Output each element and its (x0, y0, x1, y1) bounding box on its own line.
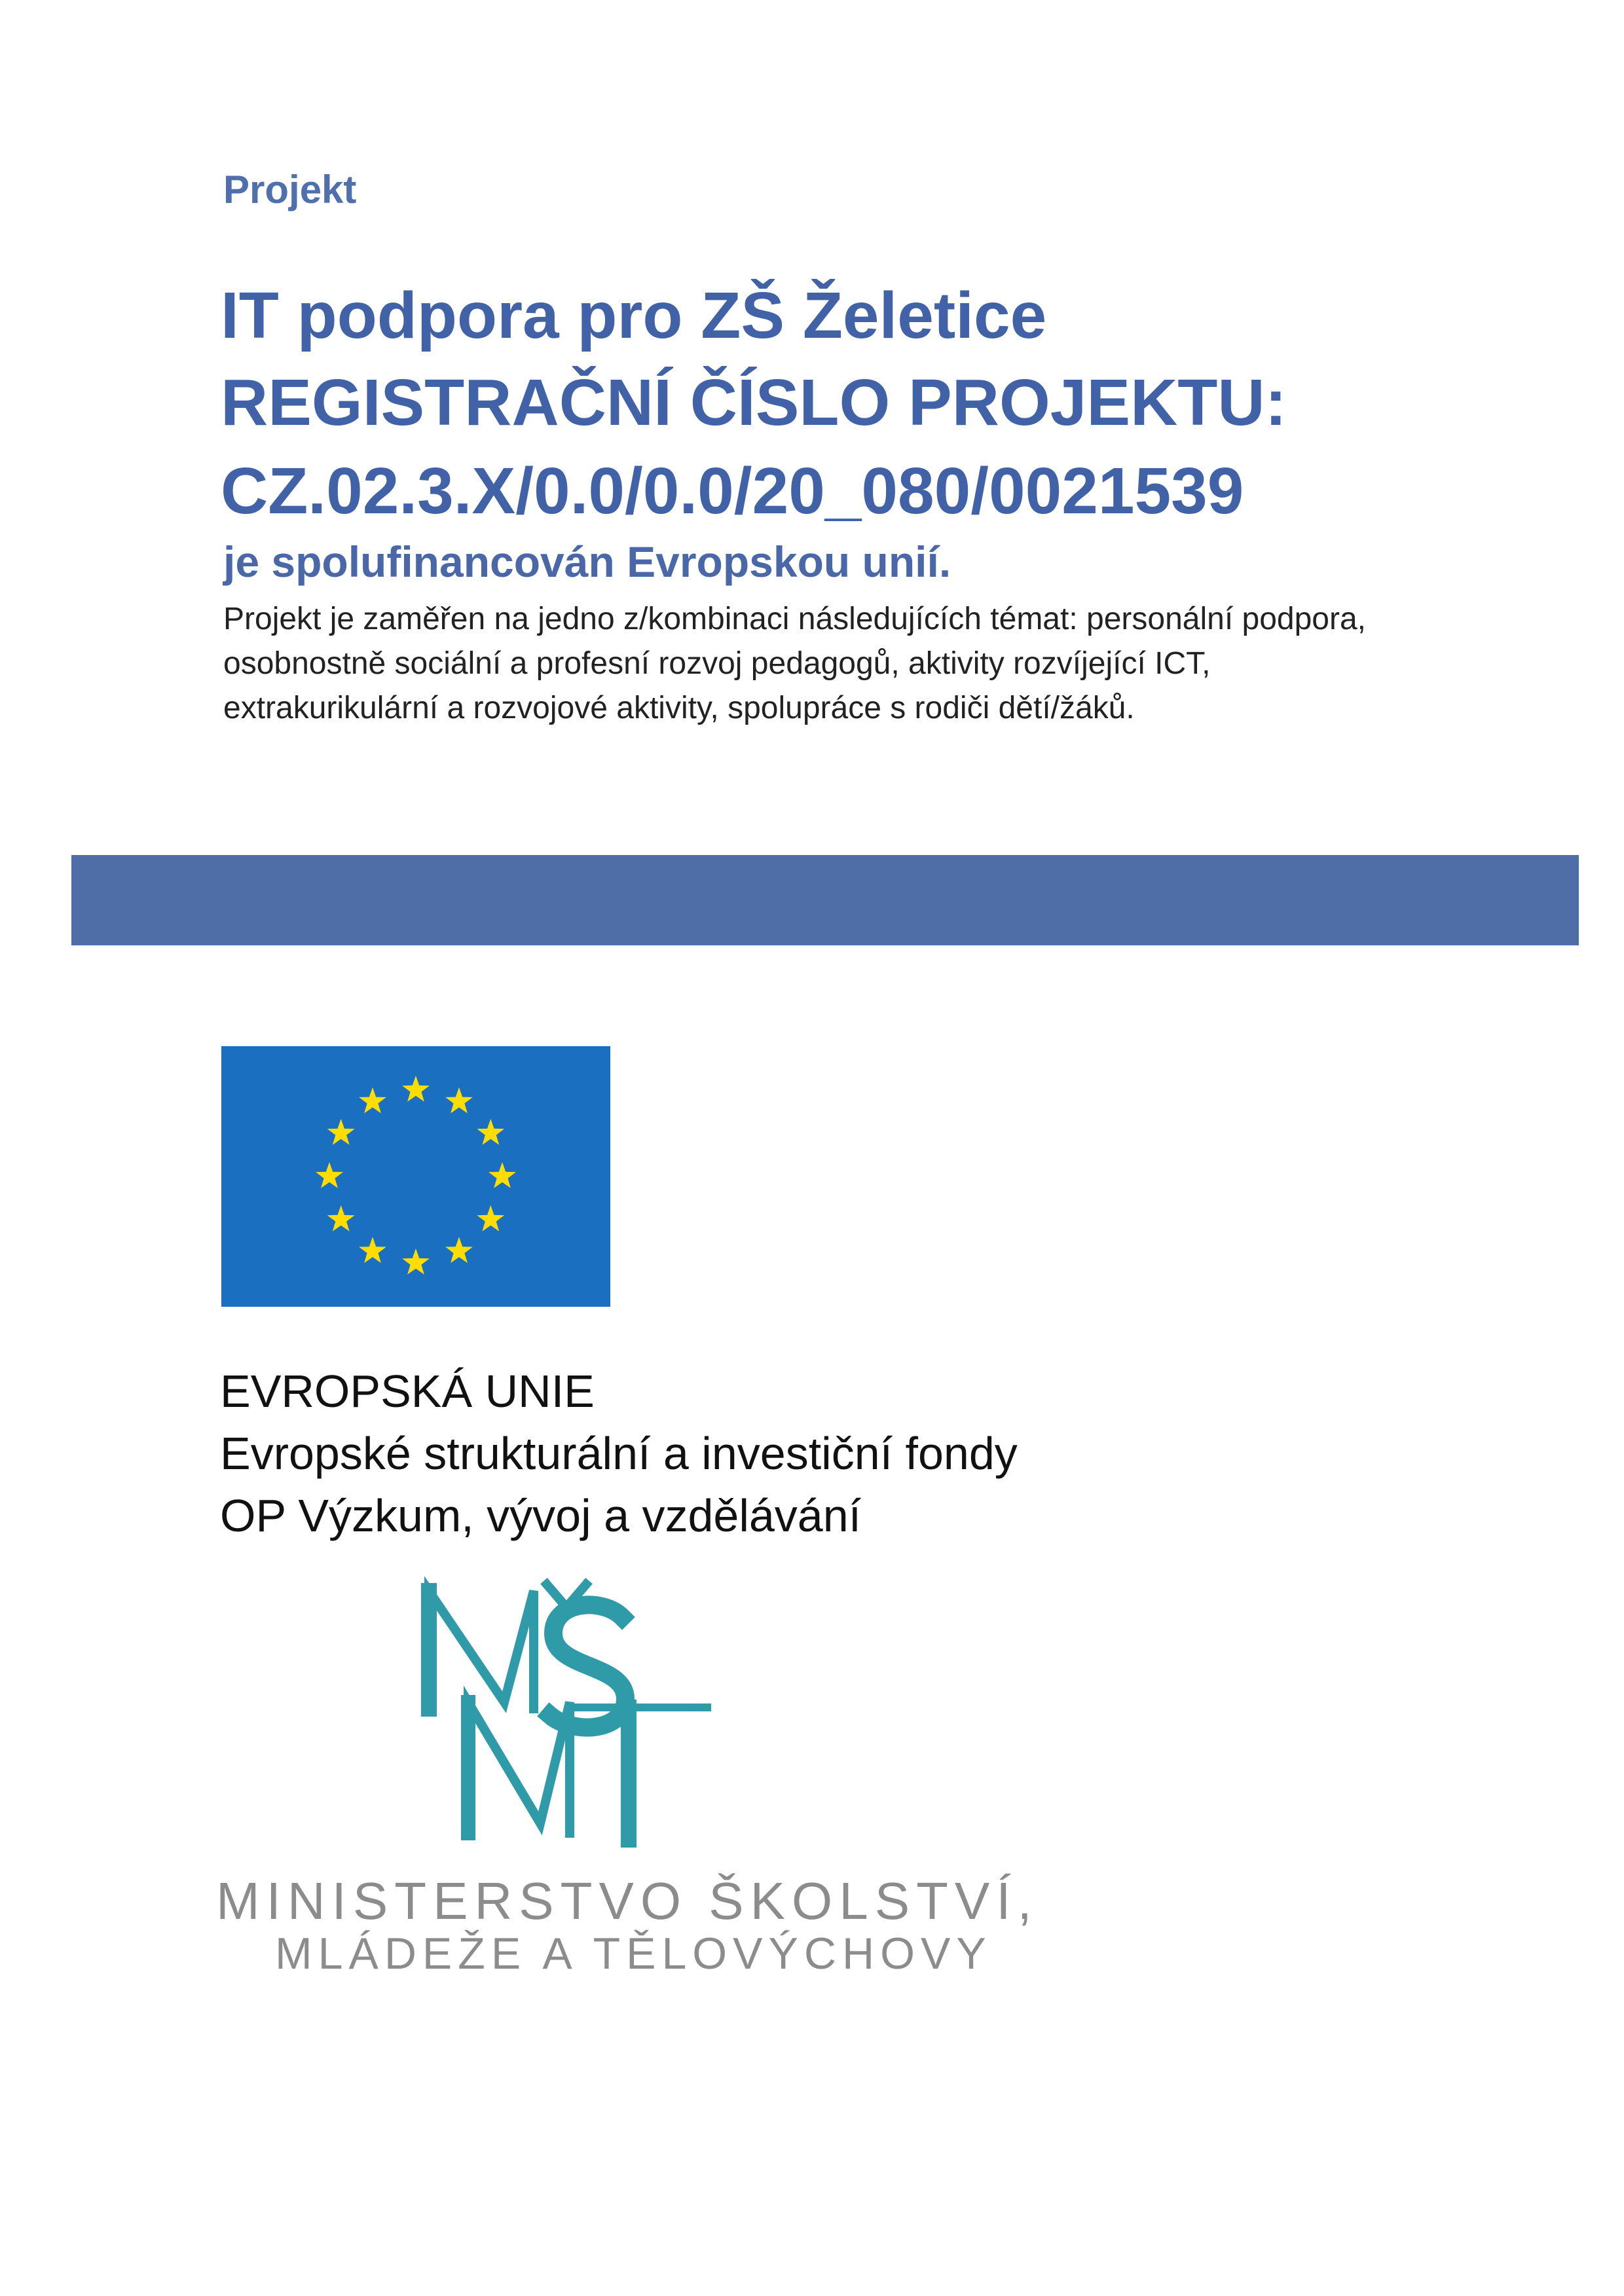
project-description: Projekt je zaměřen na jedno z/kombinaci následujících témat: personální podpora, osobnostně sociální a profesní rozvoj pedagogů, aktivity rozvíjející ICT, extrakurikulární a rozvojové aktivity, spolupráce s rodiči dětí/žáků. (223, 602, 1366, 725)
project-title: IT podpora pro ZŠ Želetice (221, 279, 1047, 352)
cofinanced-statement: je spolufinancován Evropskou unií. (223, 538, 951, 586)
eu-star-icon (316, 1162, 343, 1188)
project-label: Projekt (223, 168, 357, 211)
ministry-name-line1: MINISTERSTVO ŠKOLSTVÍ, (216, 1872, 1039, 1930)
eu-star-icon (327, 1205, 355, 1231)
eu-label: EVROPSKÁ UNIE (220, 1366, 595, 1417)
op-vvv-label: OP Výzkum, vývoj a vzdělávání (220, 1490, 862, 1541)
msmt-monogram (406, 1571, 825, 1859)
blue-divider-band (71, 855, 1579, 945)
eu-star-icon (402, 1248, 430, 1275)
eu-star-icon (445, 1237, 473, 1263)
eu-star-icon (402, 1076, 430, 1102)
msmt-logo-icon (406, 1571, 825, 1859)
eu-star-icon (359, 1087, 386, 1114)
registration-heading: REGISTRAČNÍ ČÍSLO PROJEKTU: (221, 366, 1287, 439)
eu-star-icon (489, 1162, 516, 1188)
eu-star-icon (445, 1087, 473, 1114)
ministry-name-line2: MLÁDEŽE A TĚLOVÝCHOVY (275, 1929, 992, 1978)
esif-label: Evropské strukturální a investiční fondy (220, 1428, 1018, 1479)
eu-star-icon (359, 1237, 386, 1263)
registration-number: CZ.02.3.X/0.0/0.0/20_080/0021539 (221, 454, 1244, 528)
eu-star-icon (477, 1205, 504, 1231)
eu-flag-icon (221, 1046, 610, 1307)
eu-star-icon (477, 1119, 504, 1145)
eu-stars (221, 1046, 610, 1307)
eu-star-icon (327, 1119, 355, 1145)
